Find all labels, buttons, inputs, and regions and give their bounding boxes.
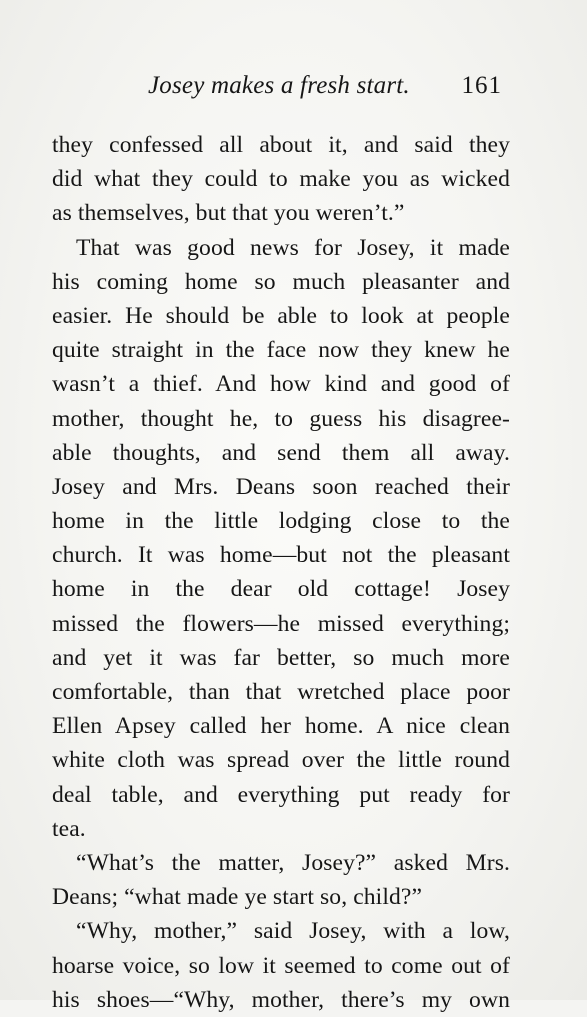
text-line: as themselves, but that you weren’t.” [52,200,405,227]
text-line: white cloth was spread over the little round [52,747,510,774]
body-text [52,128,510,1017]
text-line: church. It was home—but not the pleasant [52,542,510,569]
text-line: home in the little lodging close to the [52,508,510,535]
text-line: wasn’t a thief. And how kind and good of [52,371,510,398]
text-line: tea. [52,815,86,842]
text-line: they confessed all about it, and said they [52,132,510,158]
text-line: missed the flowers—he missed everything; [52,610,510,637]
text-line: “What’s the matter, Josey?” asked Mrs. [76,849,510,876]
text-line: and yet it was far better, so much more [52,644,510,671]
text-line: home in the dear old cottage! Josey [52,576,510,603]
text-line: deal table, and everything put ready for [52,781,510,808]
text-line: That was good news for Josey, it made [76,234,510,261]
text-line: his coming home so much pleasanter and [52,268,510,295]
text-line: Josey and Mrs. Deans soon reached their [52,473,510,500]
text-line: comfortable, than that wretched place poor [52,679,510,705]
text-line: his shoes—“Why, mother, there’s my own [52,986,510,1013]
text-line: easier. He should be able to look at people [52,302,510,329]
text-line: Ellen Apsey called her home. A nice clean [52,713,510,740]
page-number: 161 [461,72,502,99]
text-line: mother, thought he, to guess his disagree- [52,405,510,432]
text-line: able thoughts, and send them all away. [52,439,510,466]
text-line: “Why, mother,” said Josey, with a low, [76,918,510,945]
running-title: Josey makes a fresh start. [148,72,410,99]
text-line: did what they could to make you as wicked [52,166,510,193]
page-header [148,72,508,108]
text-line: quite straight in the face now they knew he [52,337,510,364]
text-line: Deans; “what made ye start so, child?” [52,884,423,911]
text-line: hoarse voice, so low it seemed to come out of [52,952,510,979]
